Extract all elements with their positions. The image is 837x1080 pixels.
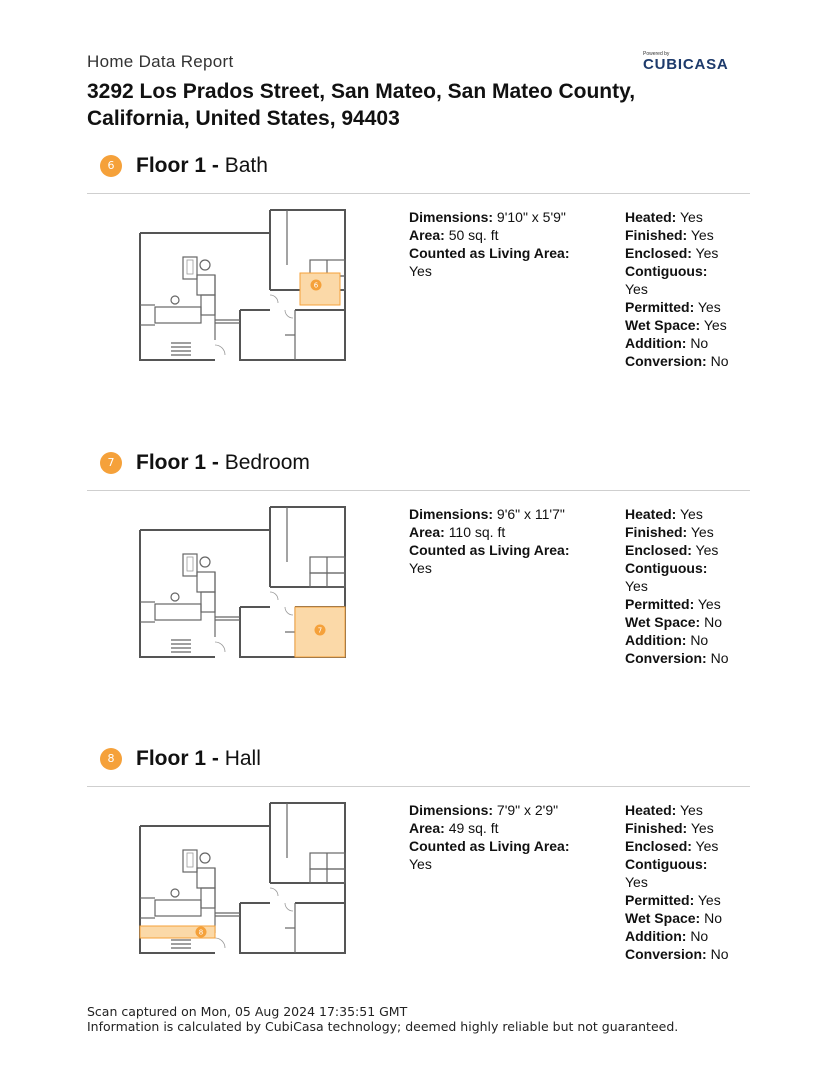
heated-value: Yes: [680, 802, 703, 818]
permitted-label: Permitted:: [625, 299, 695, 315]
room-name: Bath: [224, 154, 268, 177]
contiguous-label: Contiguous:: [625, 263, 708, 279]
enclosed-value: Yes: [695, 838, 719, 854]
room-title: [136, 450, 310, 476]
finished-value: Yes: [690, 820, 714, 836]
room-details-attributes: [625, 505, 750, 667]
room-marker-number: 8: [198, 928, 204, 937]
room-marker-number: 7: [317, 626, 323, 635]
contiguous-label: Contiguous:: [625, 560, 708, 576]
room-details-primary: [409, 801, 609, 873]
floor-label: Floor 1: [136, 747, 207, 770]
area-label: Area:: [409, 524, 445, 540]
highlighted-room: [300, 273, 340, 305]
title-dash: -: [211, 747, 219, 770]
dimensions-value: 9'10" x 5'9": [496, 209, 566, 225]
wet-space-label: Wet Space:: [625, 317, 701, 333]
room-section-hall: [87, 748, 750, 1038]
floor-label: Floor 1: [136, 154, 207, 177]
floor-plan-image: [135, 798, 355, 963]
heated-value: Yes: [680, 506, 703, 522]
finished-value: Yes: [690, 227, 714, 243]
area-value: 50 sq. ft: [448, 227, 499, 243]
addition-value: No: [690, 335, 709, 351]
living-area-value: Yes: [409, 263, 432, 279]
conversion-label: Conversion:: [625, 353, 707, 369]
cubicasa-logo: [643, 51, 743, 73]
conversion-value: No: [710, 650, 729, 666]
wet-space-value: No: [704, 614, 723, 630]
permitted-label: Permitted:: [625, 892, 695, 908]
finished-label: Finished:: [625, 227, 688, 243]
wet-space-label: Wet Space:: [625, 614, 701, 630]
room-details-attributes: [625, 801, 750, 963]
enclosed-value: Yes: [695, 245, 719, 261]
wet-space-value: Yes: [703, 317, 727, 333]
report-type-label: Home Data Report: [87, 52, 234, 71]
room-section-bath: [87, 155, 750, 445]
permitted-value: Yes: [697, 299, 721, 315]
logo-brand: CUBICASA: [643, 56, 729, 73]
disclaimer: Information is calculated by CubiCasa technology; deemed highly reliable but not guaranteed.: [87, 1019, 679, 1034]
living-area-value: Yes: [409, 856, 432, 872]
permitted-value: Yes: [697, 596, 721, 612]
enclosed-label: Enclosed:: [625, 542, 692, 558]
heated-value: Yes: [680, 209, 703, 225]
footer: [87, 1004, 678, 1034]
addition-label: Addition:: [625, 632, 687, 648]
room-details-attributes: [625, 208, 750, 370]
conversion-label: Conversion:: [625, 650, 707, 666]
section-divider: [87, 786, 750, 787]
room-name: Hall: [224, 747, 261, 770]
area-value: 49 sq. ft: [448, 820, 499, 836]
room-details-primary: [409, 208, 609, 280]
room-number-badge: 8: [100, 748, 122, 770]
living-area-label: Counted as Living Area:: [409, 542, 570, 558]
living-area-value: Yes: [409, 560, 432, 576]
conversion-value: No: [710, 353, 729, 369]
living-area-label: Counted as Living Area:: [409, 245, 570, 261]
heated-label: Heated:: [625, 506, 677, 522]
section-divider: [87, 490, 750, 491]
room-number-badge: 6: [100, 155, 122, 177]
dimensions-label: Dimensions:: [409, 209, 494, 225]
area-label: Area:: [409, 820, 445, 836]
dimensions-label: Dimensions:: [409, 506, 494, 522]
dimensions-value: 7'9" x 2'9": [496, 802, 559, 818]
addition-label: Addition:: [625, 928, 687, 944]
heated-label: Heated:: [625, 802, 677, 818]
room-name: Bedroom: [224, 451, 310, 474]
contiguous-label: Contiguous:: [625, 856, 708, 872]
finished-value: Yes: [690, 524, 714, 540]
room-number-badge: 7: [100, 452, 122, 474]
finished-label: Finished:: [625, 820, 688, 836]
heated-label: Heated:: [625, 209, 677, 225]
dimensions-label: Dimensions:: [409, 802, 494, 818]
addition-value: No: [690, 632, 709, 648]
room-title: [136, 746, 261, 772]
floor-plan-image: [135, 502, 355, 667]
addition-label: Addition:: [625, 335, 687, 351]
addition-value: No: [690, 928, 709, 944]
room-details-primary: [409, 505, 609, 577]
wet-space-value: No: [704, 910, 723, 926]
logo-powered-by: Powered by: [643, 51, 670, 57]
floor-plan-image: [135, 205, 355, 370]
finished-label: Finished:: [625, 524, 688, 540]
room-title: [136, 153, 268, 179]
permitted-value: Yes: [697, 892, 721, 908]
room-section-bedroom: [87, 452, 750, 742]
area-value: 110 sq. ft: [448, 524, 506, 540]
section-divider: [87, 193, 750, 194]
dimensions-value: 9'6" x 11'7": [496, 506, 565, 522]
wet-space-label: Wet Space:: [625, 910, 701, 926]
title-dash: -: [211, 154, 219, 177]
conversion-label: Conversion:: [625, 946, 707, 962]
living-area-label: Counted as Living Area:: [409, 838, 570, 854]
contiguous-value: Yes: [625, 281, 648, 297]
enclosed-value: Yes: [695, 542, 719, 558]
title-dash: -: [211, 451, 219, 474]
floor-label: Floor 1: [136, 451, 207, 474]
permitted-label: Permitted:: [625, 596, 695, 612]
property-address: 3292 Los Prados Street, San Mateo, San Mateo County, California, United States, 94403: [87, 80, 636, 130]
enclosed-label: Enclosed:: [625, 838, 692, 854]
room-marker-number: 6: [313, 281, 319, 290]
contiguous-value: Yes: [625, 578, 648, 594]
conversion-value: No: [710, 946, 729, 962]
area-label: Area:: [409, 227, 445, 243]
contiguous-value: Yes: [625, 874, 648, 890]
enclosed-label: Enclosed:: [625, 245, 692, 261]
scan-timestamp: Scan captured on Mon, 05 Aug 2024 17:35:51 GMT: [87, 1004, 408, 1019]
